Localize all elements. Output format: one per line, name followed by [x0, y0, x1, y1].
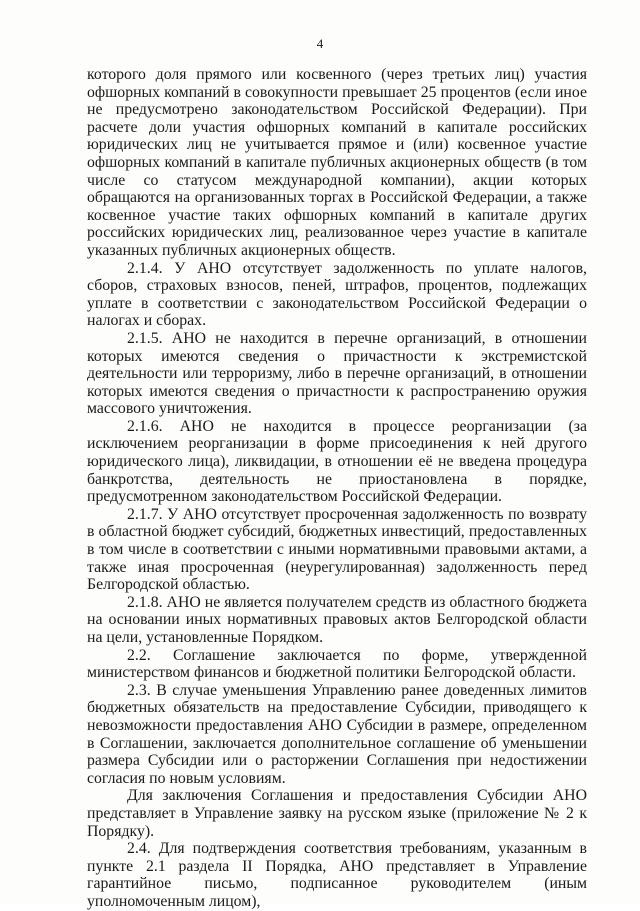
document-body	[87, 66, 587, 911]
paragraph-application: Для заключения Соглашения и предоставления Субсидии АНО представляет в Управление заявку на русском языке (приложение № 2 к Порядку).	[87, 787, 587, 840]
paragraph-2-1-4: 2.1.4. У АНО отсутствует задолженность по уплате налогов, сборов, страховых взносов, пеней, штрафов, процентов, подлежащих уплате в соответствии с законодательством Российской Федерации о налогах и сборах.	[87, 259, 587, 330]
paragraph-2-3: 2.3. В случае уменьшения Управлению ранее доведенных лимитов бюджетных обязательств на предоставление Субсидии, приводящего к невозможности предоставления АНО Субсидии в размере, определенном в Соглашении, заключается дополнительное соглашение об уменьшении размера Субсидии или о расторжении Соглашения при недостижении согласия по новым условиям.	[87, 681, 587, 787]
paragraph-2-4: 2.4. Для подтверждения соответствия требованиям, указанным в пункте 2.1 раздела II Порядка, АНО представляет в Управление гарантийное письмо, подписанное руководителем (иным уполномоченным лицом),	[87, 840, 587, 910]
paragraph-2-1-8: 2.1.8. АНО не является получателем средств из областного бюджета на основании иных нормативных правовых актов Белгородской области на цели, установленные Порядком.	[87, 593, 587, 646]
paragraph-2-1-6: 2.1.6. АНО не находится в процессе реорганизации (за исключением реорганизации в форме присоединения к ней другого юридического лица), ликвидации, в отношении её не введена процедура банкротства, деятельность не приостановлена в порядке, предусмотренном законодательством Российской Федерации.	[87, 417, 587, 506]
paragraph-offshore-continuation: которого доля прямого или косвенного (через третьих лиц) участия офшорных компаний в совокупности превышает 25 процентов (если иное не предусмотрено законодательством Российской Федерации). При расчете доли участия офшорных компаний в капитале российских юридических лиц не учитывается прямое и (или) косвенное участие офшорных компаний в капитале публичных акционерных обществ (в том числе со статусом международной компании), акции которых обращаются на организованных торгах в Российской Федерации, а также косвенное участие таких офшорных компаний в капитале других российских юридических лиц, реализованное через участие в капитале указанных публичных акционерных обществ.	[87, 66, 587, 259]
paragraph-2-1-7: 2.1.7. У АНО отсутствует просроченная задолженность по возврату в областной бюджет субсидий, бюджетных инвестиций, предоставленных в том числе в соответствии с иными нормативными правовыми актами, а также иная просроченная (неурегулированная) задолженность перед Белгородской областью.	[87, 505, 587, 594]
paragraph-2-2: 2.2. Соглашение заключается по форме, утвержденной министерством финансов и бюджетной политики Белгородской области.	[87, 646, 587, 682]
paragraph-2-1-5: 2.1.5. АНО не находится в перечне организаций, в отношении которых имеются сведения о причастности к экстремистской деятельности или терроризму, либо в перечне организаций, в отношении которых имеются сведения о причастности к распространению оружия массового уничтожения.	[87, 329, 587, 418]
page-number: 4	[316, 36, 324, 51]
